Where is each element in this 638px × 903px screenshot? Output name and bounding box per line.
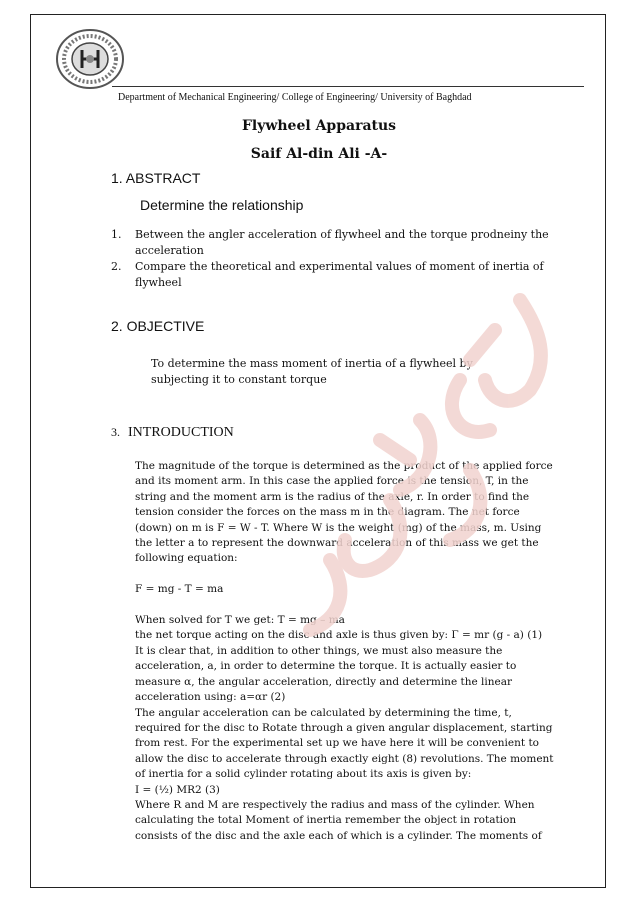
- paragraph-line: of inertia for a solid cylinder rotating about its axis is given by:: [135, 768, 472, 781]
- paragraph-line: following equation:: [135, 552, 238, 565]
- paragraph-line: string and the moment arm is the radius of the axle, r. In order to find the: [135, 490, 530, 503]
- document-title: Flywheel Apparatus: [241, 118, 397, 134]
- paragraph-line: the letter a to represent the downward acceleration of this mass we get the: [135, 537, 539, 550]
- section-title: INTRODUCTION: [128, 425, 234, 440]
- header-rule: [112, 86, 584, 87]
- department-line: Department of Mechanical Engineering/ College of Engineering/ University of Baghdad: [118, 92, 472, 103]
- paragraph-line: measure α, the angular acceleration, directly and determine the linear: [135, 675, 513, 688]
- abstract-intro: Determine the relationship: [140, 197, 304, 213]
- paragraph-line: Where R and M are respectively the radius and mass of the cylinder. When: [135, 798, 535, 811]
- paragraph-line: and its moment arm. In this case the applied force is the tension, T, in the: [135, 475, 529, 488]
- list-number: 2.: [111, 260, 122, 273]
- paragraph-line: required for the disc to Rotate through a given angular displacement, starting: [135, 721, 553, 734]
- paragraph-line: (down) on m is F = W - T. Where W is the weight (mg) of the mass, m. Using: [135, 521, 542, 534]
- abstract-heading: 1. ABSTRACT: [111, 170, 201, 186]
- paragraph-line: When solved for T we get: T = mg – ma: [135, 614, 345, 627]
- paragraph-line: consists of the disc and the axle each of which is a cylinder. The moments of: [135, 829, 542, 842]
- paragraph-line: allow the disc to accelerate through exactly eight (8) revolutions. The moment: [135, 752, 554, 765]
- list-text: Between the angler acceleration of flywheel and the torque prodneiny the acceleration: [135, 228, 549, 257]
- paragraph-line: The magnitude of the torque is determined as the product of the applied force: [135, 460, 553, 472]
- objective-heading: 2. OBJECTIVE: [111, 318, 205, 334]
- paragraph-line: It is clear that, in addition to other things, we must also measure the: [135, 644, 503, 657]
- paragraph-line: I = (½) MR2 (3): [135, 783, 220, 796]
- paragraph-line: acceleration using: a=αr (2): [135, 691, 286, 704]
- paragraph-line: F = mg - T = ma: [135, 583, 224, 596]
- university-logo: [55, 28, 125, 90]
- paragraph-line: [135, 598, 565, 613]
- author-name: Saif Al-din Ali -A-: [250, 146, 388, 162]
- paragraph-line: the net torque acting on the disc and axle is thus given by: Γ = mr (g - a) (1): [135, 629, 543, 642]
- objective-text: To determine the mass moment of inertia of a flywheel by subjecting it to constant torque: [151, 357, 473, 386]
- paragraph-line: [135, 567, 565, 582]
- paragraph-line: acceleration, a, in order to determine the torque. It is actually easier to: [135, 660, 517, 673]
- list-text: Compare the theoretical and experimental values of moment of inertia of flywheel: [135, 260, 544, 289]
- paragraph-line: tension consider the forces on the mass m in the diagram. The net force: [135, 506, 520, 519]
- introduction-heading: [111, 425, 234, 441]
- introduction-body: [135, 459, 565, 844]
- paragraph-line: calculating the total Moment of inertia remember the object in rotation: [135, 814, 517, 827]
- list-number: 1.: [111, 228, 122, 241]
- paragraph-line: The angular acceleration can be calculated by determining the time, t,: [135, 706, 512, 719]
- section-number: 3.: [111, 425, 120, 439]
- paragraph-line: from rest. For the experimental set up we have here it will be convenient to: [135, 737, 539, 750]
